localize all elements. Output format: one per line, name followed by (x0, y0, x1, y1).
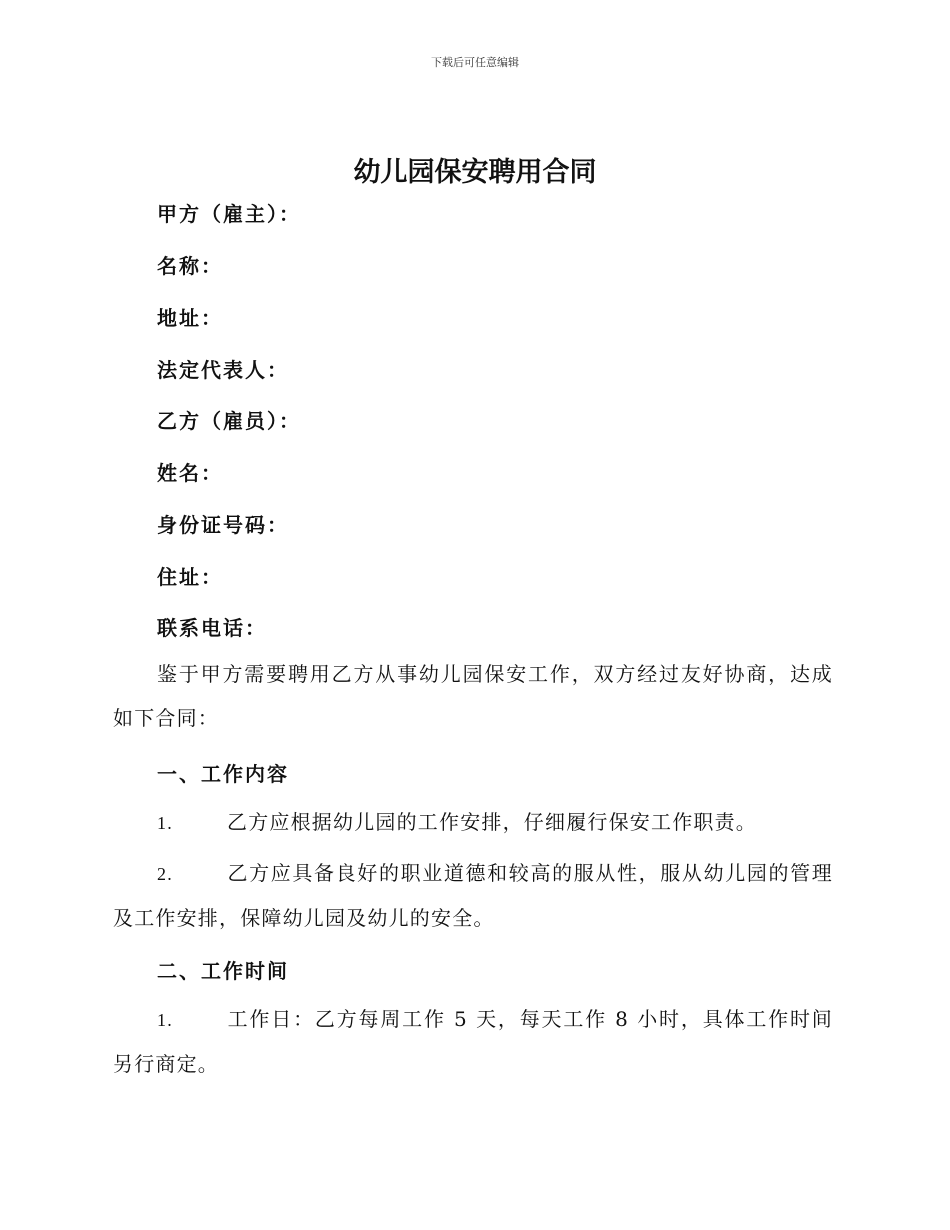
party-a-address-label: 地址： (157, 306, 223, 330)
item-text: 工作日：乙方每周工作 5 天，每天工作 8 小时，具体工作时间另行商定。 (113, 1007, 833, 1076)
party-b-heading: 乙方（雇员）： (157, 409, 301, 433)
intro-paragraph: 鉴于甲方需要聘用乙方从事幼儿园保安工作，双方经过友好协商，达成如下合同： (113, 662, 833, 730)
section-1-item-2 (113, 851, 833, 940)
party-a-heading: 甲方（雇主）： (157, 202, 301, 226)
party-b-address-label: 住址： (157, 565, 223, 589)
item-number: 1. (157, 813, 173, 833)
party-a-name-label: 名称： (157, 254, 223, 278)
document-title: 幼儿园保安聘用合同 (353, 157, 597, 188)
item-number: 1. (157, 1010, 173, 1030)
section-2-item-1 (113, 997, 833, 1086)
header-note: 下载后可任意编辑 (431, 56, 519, 69)
item-number: 2. (157, 864, 173, 884)
party-a-legal-rep-label: 法定代表人： (157, 358, 289, 382)
party-b-name-label: 姓名： (157, 461, 223, 485)
item-text: 乙方应根据幼儿园的工作安排，仔细履行保安工作职责。 (227, 810, 757, 834)
party-b-id-label: 身份证号码： (157, 513, 289, 537)
section-2-heading: 二、工作时间 (157, 959, 289, 983)
item-text: 乙方应具备良好的职业道德和较高的服从性，服从幼儿园的管理及工作安排，保障幼儿园及幼儿的安全。 (113, 861, 833, 930)
party-b-phone-label: 联系电话： (157, 616, 267, 640)
section-1-heading: 一、工作内容 (157, 762, 289, 786)
section-1-item-1 (113, 800, 833, 845)
